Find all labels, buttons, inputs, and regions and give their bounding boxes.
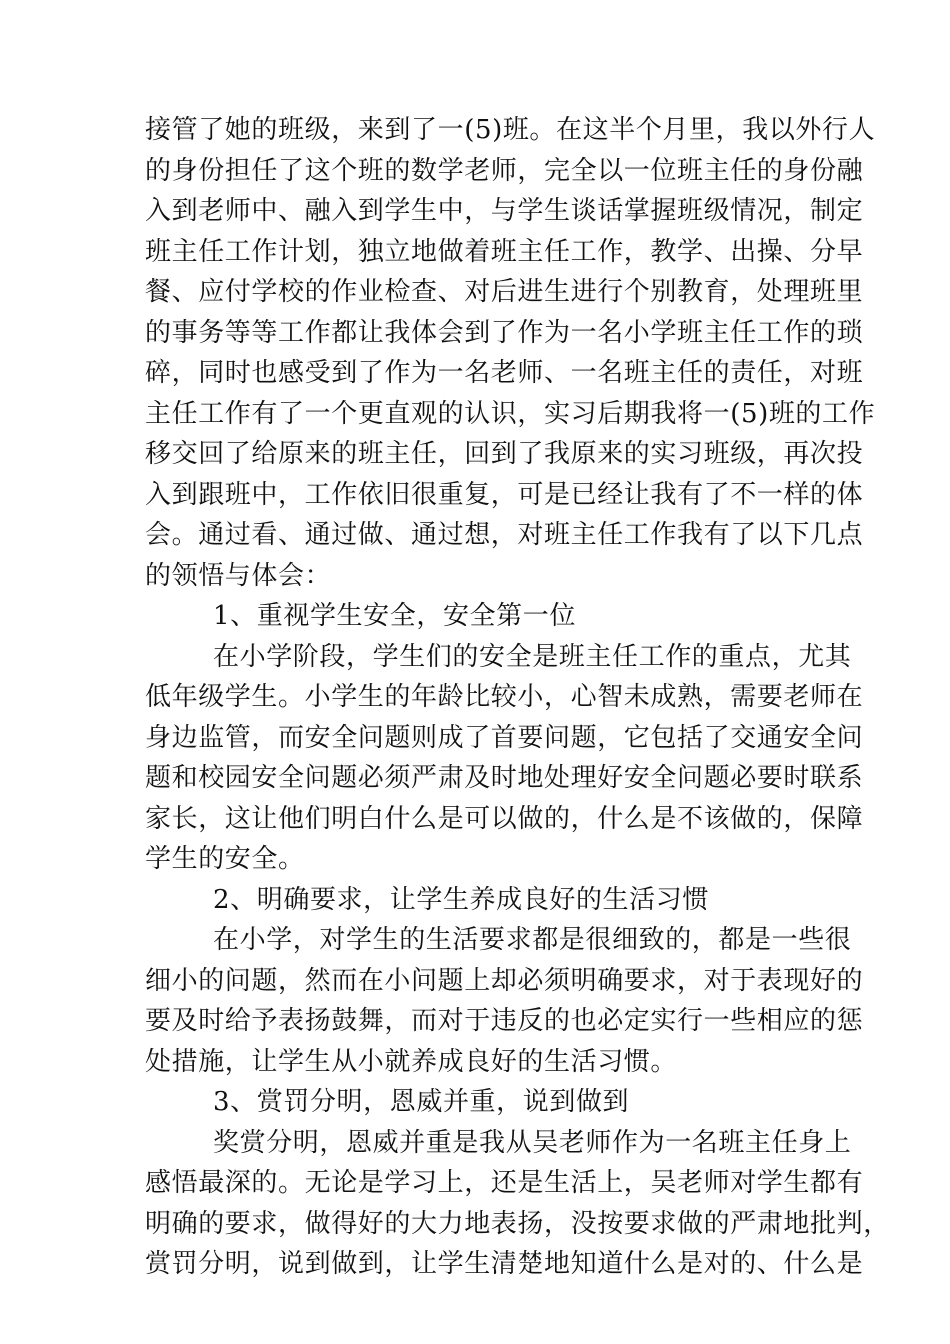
text-line: 在小学阶段，学生们的安全是班主任工作的重点，尤其 <box>213 642 852 672</box>
text-line: 接管了她的班级，来到了一(5)班。在这半个月里，我以外行人 <box>145 115 876 145</box>
text-line: 餐、应付学校的作业检查、对后进生进行个别教育，处理班里 <box>145 277 864 307</box>
text-line: 主任工作有了一个更直观的认识，实习后期我将一(5)班的工作 <box>145 399 876 429</box>
text-line: 移交回了给原来的班主任，回到了我原来的实习班级，再次投 <box>145 439 864 469</box>
section-heading: 2、明确要求，让学生养成良好的生活习惯 <box>213 885 709 915</box>
text-line: 细小的问题，然而在小问题上却必须明确要求，对于表现好的 <box>145 966 864 996</box>
text-line: 入到老师中、融入到学生中，与学生谈话掌握班级情况，制定 <box>145 196 864 226</box>
text-line: 明确的要求，做得好的大力地表扬，没按要求做的严肃地批判， <box>145 1209 890 1239</box>
text-line: 身边监管，而安全问题则成了首要问题，它包括了交通安全问 <box>145 723 864 753</box>
text-line: 奖赏分明，恩威并重是我从吴老师作为一名班主任身上 <box>213 1128 852 1158</box>
text-line: 会。通过看、通过做、通过想，对班主任工作我有了以下几点 <box>145 520 864 550</box>
text-line: 在小学，对学生的生活要求都是很细致的，都是一些很 <box>213 925 852 955</box>
text-line: 的领悟与体会： <box>145 561 332 591</box>
text-line: 碎，同时也感受到了作为一名老师、一名班主任的责任，对班 <box>145 358 864 388</box>
text-line: 的事务等等工作都让我体会到了作为一名小学班主任工作的琐 <box>145 318 864 348</box>
text-line: 低年级学生。小学生的年龄比较小，心智未成熟，需要老师在 <box>145 682 864 712</box>
text-line: 赏罚分明，说到做到，让学生清楚地知道什么是对的、什么是 <box>145 1249 864 1279</box>
text-line: 要及时给予表扬鼓舞，而对于违反的也必定实行一些相应的惩 <box>145 1006 864 1036</box>
text-line: 题和校园安全问题必须严肃及时地处理好安全问题必要时联系 <box>145 763 864 793</box>
section-heading: 3、赏罚分明，恩威并重，说到做到 <box>213 1087 630 1117</box>
text-line: 家长，这让他们明白什么是可以做的，什么是不该做的，保障 <box>145 804 864 834</box>
text-line: 的身份担任了这个班的数学老师，完全以一位班主任的身份融 <box>145 156 864 186</box>
text-line: 处措施，让学生从小就养成良好的生活习惯。 <box>145 1047 678 1077</box>
text-line: 感悟最深的。无论是学习上，还是生活上，吴老师对学生都有 <box>145 1168 864 1198</box>
text-line: 学生的安全。 <box>145 844 305 874</box>
text-line: 入到跟班中，工作依旧很重复，可是已经让我有了不一样的体 <box>145 480 864 510</box>
section-heading: 1、重视学生安全，安全第一位 <box>213 601 576 631</box>
text-line: 班主任工作计划，独立地做着班主任工作，教学、出操、分早 <box>145 237 864 267</box>
